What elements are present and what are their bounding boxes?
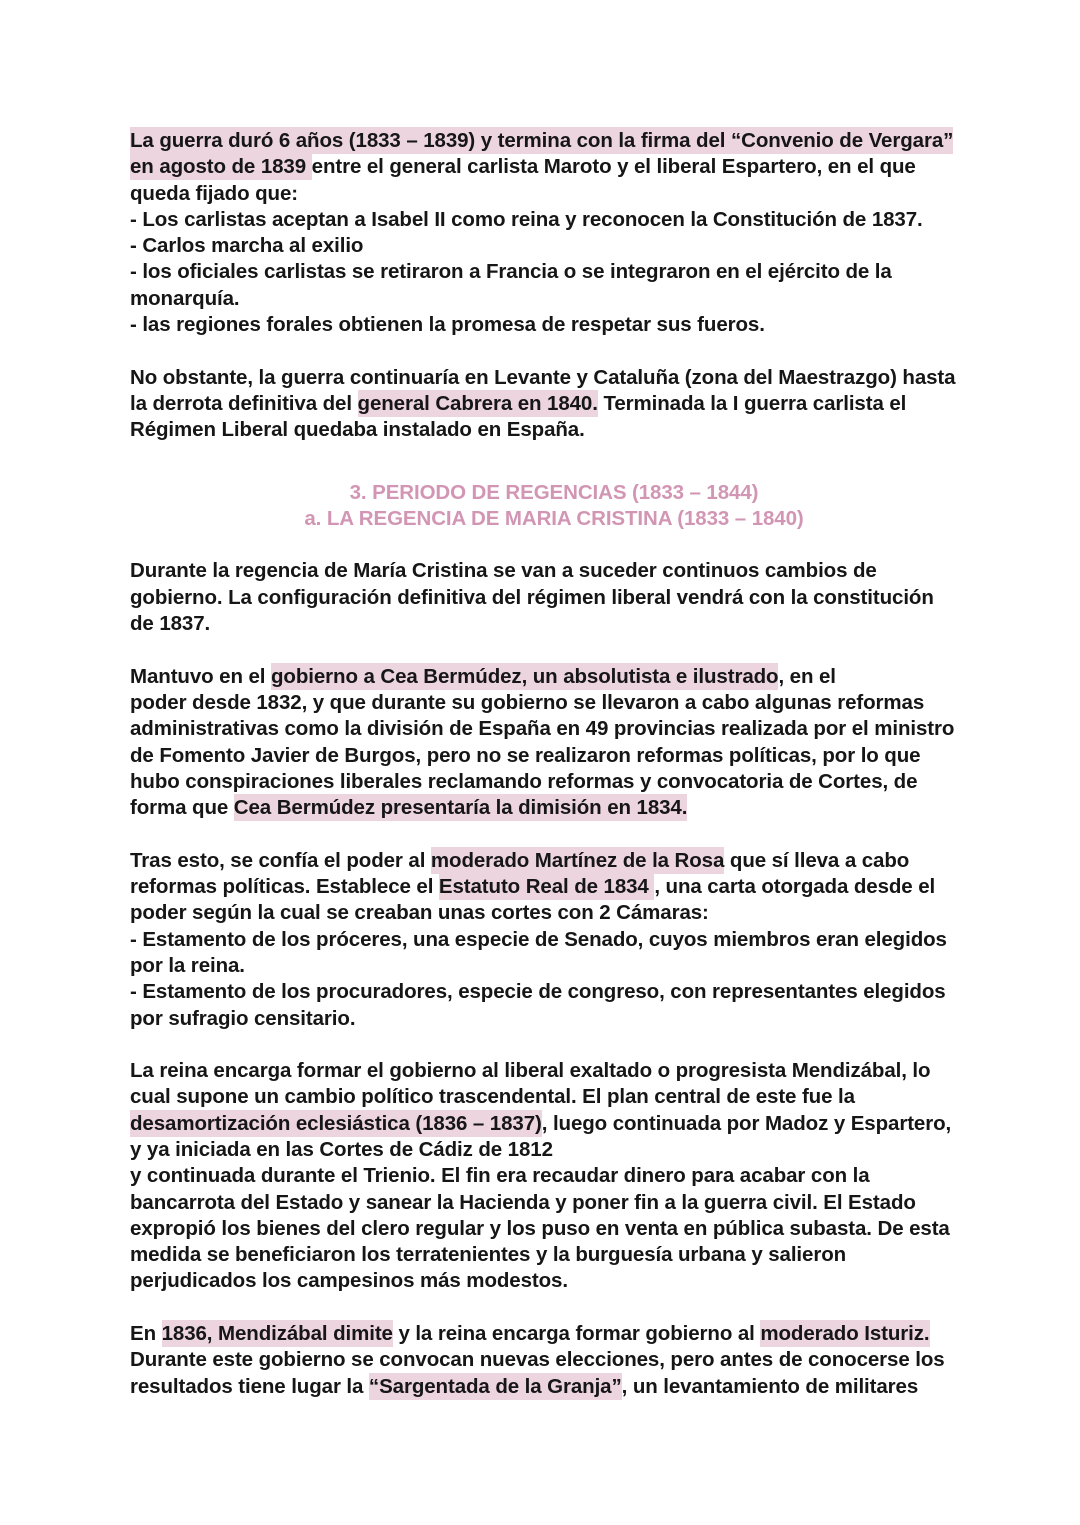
text-run: poder desde 1832, y que durante su gobierno se llevaron a cabo algunas reformas xyxy=(130,690,925,714)
text-run: Durante este gobierno se convocan nuevas elecciones, pero antes de conocerse los xyxy=(130,1348,945,1372)
text-run: En xyxy=(130,1322,162,1346)
text-run: entre el general carlista Maroto y el liberal Espartero, en el que xyxy=(311,155,916,179)
paragraph xyxy=(130,365,978,444)
text-run: medida se beneficiaron los terratenientes y la burguesía urbana y salieron xyxy=(130,1243,847,1267)
text-run: Régimen Liberal quedaba instalado en España. xyxy=(130,418,585,442)
paragraph xyxy=(130,848,978,1032)
text-run: expropió los bienes del clero regular y los puso en venta en pública subasta. De esta xyxy=(130,1216,950,1240)
text-run: monarquía. xyxy=(130,286,240,310)
text-run: - Estamento de los procuradores, especie de congreso, con representantes elegidos xyxy=(130,980,946,1004)
text-run: cual supone un cambio político trascendental. El plan central de este fue la xyxy=(130,1085,855,1109)
highlighted-text: 1836, Mendizábal dimite xyxy=(161,1322,393,1346)
text-run: - los oficiales carlistas se retiraron a Francia o se integraron en el ejército de la xyxy=(130,260,892,284)
text-run: - las regiones forales obtienen la promesa de respetar sus fueros. xyxy=(130,313,765,337)
text-run: perjudicados los campesinos más modestos. xyxy=(130,1269,568,1293)
paragraph xyxy=(130,664,978,822)
text-run: gobierno. La configuración definitiva del régimen liberal vendrá con la constitución xyxy=(130,585,934,609)
text-run: , luego continuada por Madoz y Espartero, xyxy=(541,1111,952,1135)
text-run: poder según la cual se creaban unas cortes con 2 Cámaras: xyxy=(130,901,709,925)
text-run: 3. PERIODO DE REGENCIAS (1833 – 1844) xyxy=(349,480,759,504)
text-run: resultados tiene lugar la xyxy=(130,1374,369,1398)
text-run: y ya iniciada en las Cortes de Cádiz de 1812 xyxy=(130,1137,553,1161)
text-run: de Fomento Javier de Burgos, pero no se realizaron reformas políticas, por lo que xyxy=(130,743,921,767)
text-run: Tras esto, se confía el poder al xyxy=(130,848,431,872)
highlighted-text: en agosto de 1839 xyxy=(130,155,312,179)
text-run: queda fijado que: xyxy=(130,181,298,205)
text-run: - Los carlistas aceptan a Isabel II como reina y reconocen la Constitución de 1837. xyxy=(130,207,923,231)
text-run: Mantuvo en el xyxy=(130,664,271,688)
paragraph xyxy=(130,1058,978,1295)
text-run: la derrota definitiva del xyxy=(130,391,358,415)
text-run: bancarrota del Estado y sanear la Hacienda y poner fin a la guerra civil. El Estado xyxy=(130,1190,916,1214)
highlighted-text: Estatuto Real de 1834 xyxy=(438,875,655,899)
text-run: , en el xyxy=(778,664,836,688)
text-run: Durante la regencia de María Cristina se van a suceder continuos cambios de xyxy=(130,559,877,583)
document-content xyxy=(130,128,978,1400)
paragraph xyxy=(130,558,978,637)
highlighted-text: La guerra duró 6 años (1833 – 1839) y termina con la firma del “Convenio de Vergara” xyxy=(130,129,954,152)
text-run: y la reina encarga formar gobierno al xyxy=(392,1322,761,1346)
text-run: que sí lleva a cabo xyxy=(724,848,910,872)
text-run: , una carta otorgada desde el xyxy=(654,875,936,899)
text-run: forma que xyxy=(130,796,234,820)
highlighted-text: gobierno a Cea Bermúdez, un absolutista e ilustrado xyxy=(270,664,779,688)
text-run: hubo conspiraciones liberales reclamando reformas y convocatoria de Cortes, de xyxy=(130,769,918,793)
text-run: , un levantamiento de militares xyxy=(621,1374,919,1398)
text-run: No obstante, la guerra continuaría en Levante y Cataluña (zona del Maestrazgo) hasta xyxy=(130,365,956,389)
text-run: y continuada durante el Trienio. El fin era recaudar dinero para acabar con la xyxy=(130,1164,870,1188)
text-run: por la reina. xyxy=(130,953,245,977)
highlighted-text: Cea Bermúdez presentaría la dimisión en 1834. xyxy=(233,796,688,820)
highlighted-text: general Cabrera en 1840. xyxy=(357,391,598,415)
paragraph xyxy=(130,1321,978,1400)
text-run: - Carlos marcha al exilio xyxy=(130,234,364,258)
paragraph xyxy=(130,128,978,338)
text-run: La reina encarga formar el gobierno al liberal exaltado o progresista Mendizábal, lo xyxy=(130,1059,931,1083)
text-run: a. LA REGENCIA DE MARIA CRISTINA (1833 – 1840) xyxy=(304,506,804,530)
text-run: reformas políticas. Establece el xyxy=(130,875,439,899)
section-heading xyxy=(130,480,978,533)
highlighted-text: moderado Isturiz. xyxy=(760,1322,930,1346)
highlighted-text: desamortización eclesiástica (1836 – 1837) xyxy=(130,1111,542,1135)
highlighted-text: moderado Martínez de la Rosa xyxy=(430,848,725,872)
text-run: Terminada la I guerra carlista el xyxy=(597,391,907,415)
text-run: - Estamento de los próceres, una especie de Senado, cuyos miembros eran elegidos xyxy=(130,927,947,951)
text-run: de 1837. xyxy=(130,612,211,636)
highlighted-text: “Sargentada de la Granja” xyxy=(368,1374,622,1398)
text-run: administrativas como la división de España en 49 provincias realizada por el ministro xyxy=(130,717,955,741)
text-run: por sufragio censitario. xyxy=(130,1006,356,1030)
